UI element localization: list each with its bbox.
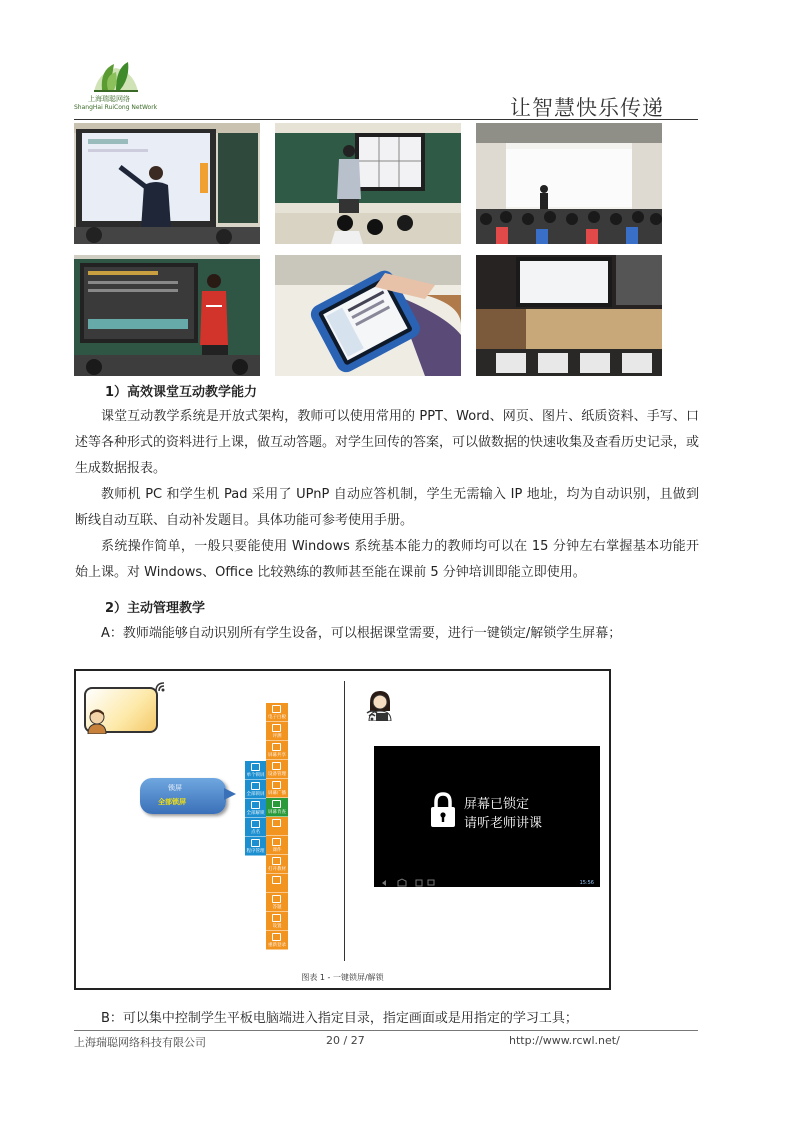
menu-item-settings[interactable]: 设置 — [266, 912, 288, 931]
menu-item-screen-share[interactable]: 屏幕共享 — [266, 741, 288, 760]
photo-lecture-hall — [476, 123, 662, 244]
wifi-icon — [366, 709, 378, 721]
bubble-lock-all-label: 全部锁屏 — [158, 798, 186, 806]
photo-student-at-screen — [74, 255, 260, 376]
photo-monitor-lab — [476, 255, 662, 376]
nav-buttons-icon — [378, 878, 438, 888]
teacher-main-menu — [266, 703, 288, 950]
teacher-avatar-icon — [86, 708, 108, 734]
section-2-item-b: B：可以集中控制学生平板电脑端进入指定目录，指定画面或是用指定的学习工具； — [101, 1011, 578, 1026]
menu-item-lock-single[interactable]: 单个锁屏 — [245, 761, 266, 780]
monitor-icon — [272, 800, 281, 808]
lock-message-line-1: 屏幕已锁定 — [464, 797, 530, 812]
grid-icon — [272, 819, 281, 827]
header-slogan: 让智慧快乐传递 — [510, 96, 664, 120]
menu-item-assessment[interactable]: 评测 — [266, 722, 288, 741]
screen-icon — [272, 743, 281, 751]
lock-submenu — [245, 761, 266, 856]
pen-icon — [272, 705, 281, 713]
page-number: 20 / 27 — [326, 1034, 365, 1047]
unlock-icon — [251, 801, 260, 809]
footer-url[interactable]: http://www.rcwl.net/ — [509, 1034, 620, 1047]
footer-company: 上海瑞聪网络科技有限公司 — [74, 1036, 206, 1049]
logout-icon — [272, 933, 281, 941]
menu-item-roll-call[interactable]: 点名 — [245, 818, 266, 837]
wifi-icon — [154, 681, 166, 693]
lock-icon — [251, 763, 260, 771]
company-logo — [74, 58, 164, 116]
padlock-icon — [430, 792, 456, 828]
photo-teacher-whiteboard — [74, 123, 260, 244]
gear-icon — [272, 914, 281, 922]
page-footer — [74, 1032, 698, 1052]
user-icon — [251, 820, 260, 828]
figure-caption: 图表 1 - 一键锁屏/解锁 — [301, 973, 384, 982]
section-2-title: 2）主动管理教学 — [105, 601, 206, 616]
folder-icon — [272, 838, 281, 846]
document-icon — [272, 724, 281, 732]
menu-item-program-manage[interactable]: 程序管理 — [245, 837, 266, 856]
book-icon — [272, 857, 281, 865]
section-1-paragraph-2: 教师机 PC 和学生机 Pad 采用了 UPnP 自动应答机制，学生无需输入 IP 地址，均为自动识别，且做到断线自动互联、自动补发题目。具体功能可参考使用手册。 — [75, 487, 699, 528]
section-1-title: 1）高效课堂互动教学能力 — [105, 385, 258, 400]
menu-item-screen-broadcast[interactable]: 屏幕广播 — [266, 779, 288, 798]
device-icon — [272, 762, 281, 770]
footer-rule — [74, 1030, 698, 1031]
app-icon — [251, 839, 260, 847]
menu-item-blank-2[interactable] — [266, 874, 288, 893]
lock-icon — [251, 782, 260, 790]
figure-divider — [344, 681, 345, 961]
menu-item-relogin[interactable]: 重新登录 — [266, 931, 288, 950]
menu-item-whiteboard[interactable]: 电子白板 — [266, 703, 288, 722]
broadcast-icon — [272, 781, 281, 789]
question-icon — [272, 895, 281, 903]
menu-item-unlock-all[interactable]: 全部解锁 — [245, 799, 266, 818]
photo-tablet-closeup — [275, 255, 461, 376]
leaf-logo-icon — [86, 58, 146, 94]
lock-all-bubble — [140, 778, 226, 814]
chart-icon — [272, 876, 281, 884]
status-bar-time: 15:56 — [579, 880, 594, 886]
bubble-label: 锁屏 — [168, 784, 182, 792]
photo-classroom-board — [275, 123, 461, 244]
menu-item-answer[interactable]: 答题 — [266, 893, 288, 912]
logo-chinese-name: 上海瑞聪网络 — [88, 95, 130, 103]
section-1-paragraph-3: 系统操作简单，一般只要能使用 Windows 系统基本能力的教师均可以在 15 分钟左右掌握基本功能开始上课。对 Windows、Office 比较熟练的教师甚至能在课前 5 分钟培训即能立即使用。 — [75, 539, 699, 580]
android-nav-bar — [374, 877, 600, 887]
menu-item-courseware[interactable]: 课件 — [266, 836, 288, 855]
menu-item-lock-all[interactable]: 全部锁屏 — [245, 780, 266, 799]
menu-item-open-textbook[interactable]: 打开教材 — [266, 855, 288, 874]
menu-item-device-manage[interactable]: 设备管理 — [266, 760, 288, 779]
lock-message-line-2: 请听老师讲课 — [464, 816, 543, 831]
student-locked-screen — [374, 746, 600, 887]
section-2-item-a: A：教师端能够自动识别所有学生设备，可以根据课堂需要，进行一键锁定/解锁学生屏幕； — [101, 626, 622, 641]
menu-item-blank[interactable] — [266, 817, 288, 836]
section-1-paragraph-1: 课堂互动教学系统是开放式架构，教师可以使用常用的 PPT、Word、网页、图片、纸质资料、手写、口述等各种形式的资料进行上课，做互动答题。对学生回传的答案，可以做数据的快速收集及查看历史记录，或生成数据报表。 — [75, 409, 700, 476]
lock-screen-figure — [74, 669, 611, 990]
menu-item-screen-check[interactable]: 屏幕肯查 — [266, 798, 288, 817]
logo-english-name: ShangHai RuiCong NetWork — [74, 104, 158, 111]
page-header — [74, 58, 698, 120]
